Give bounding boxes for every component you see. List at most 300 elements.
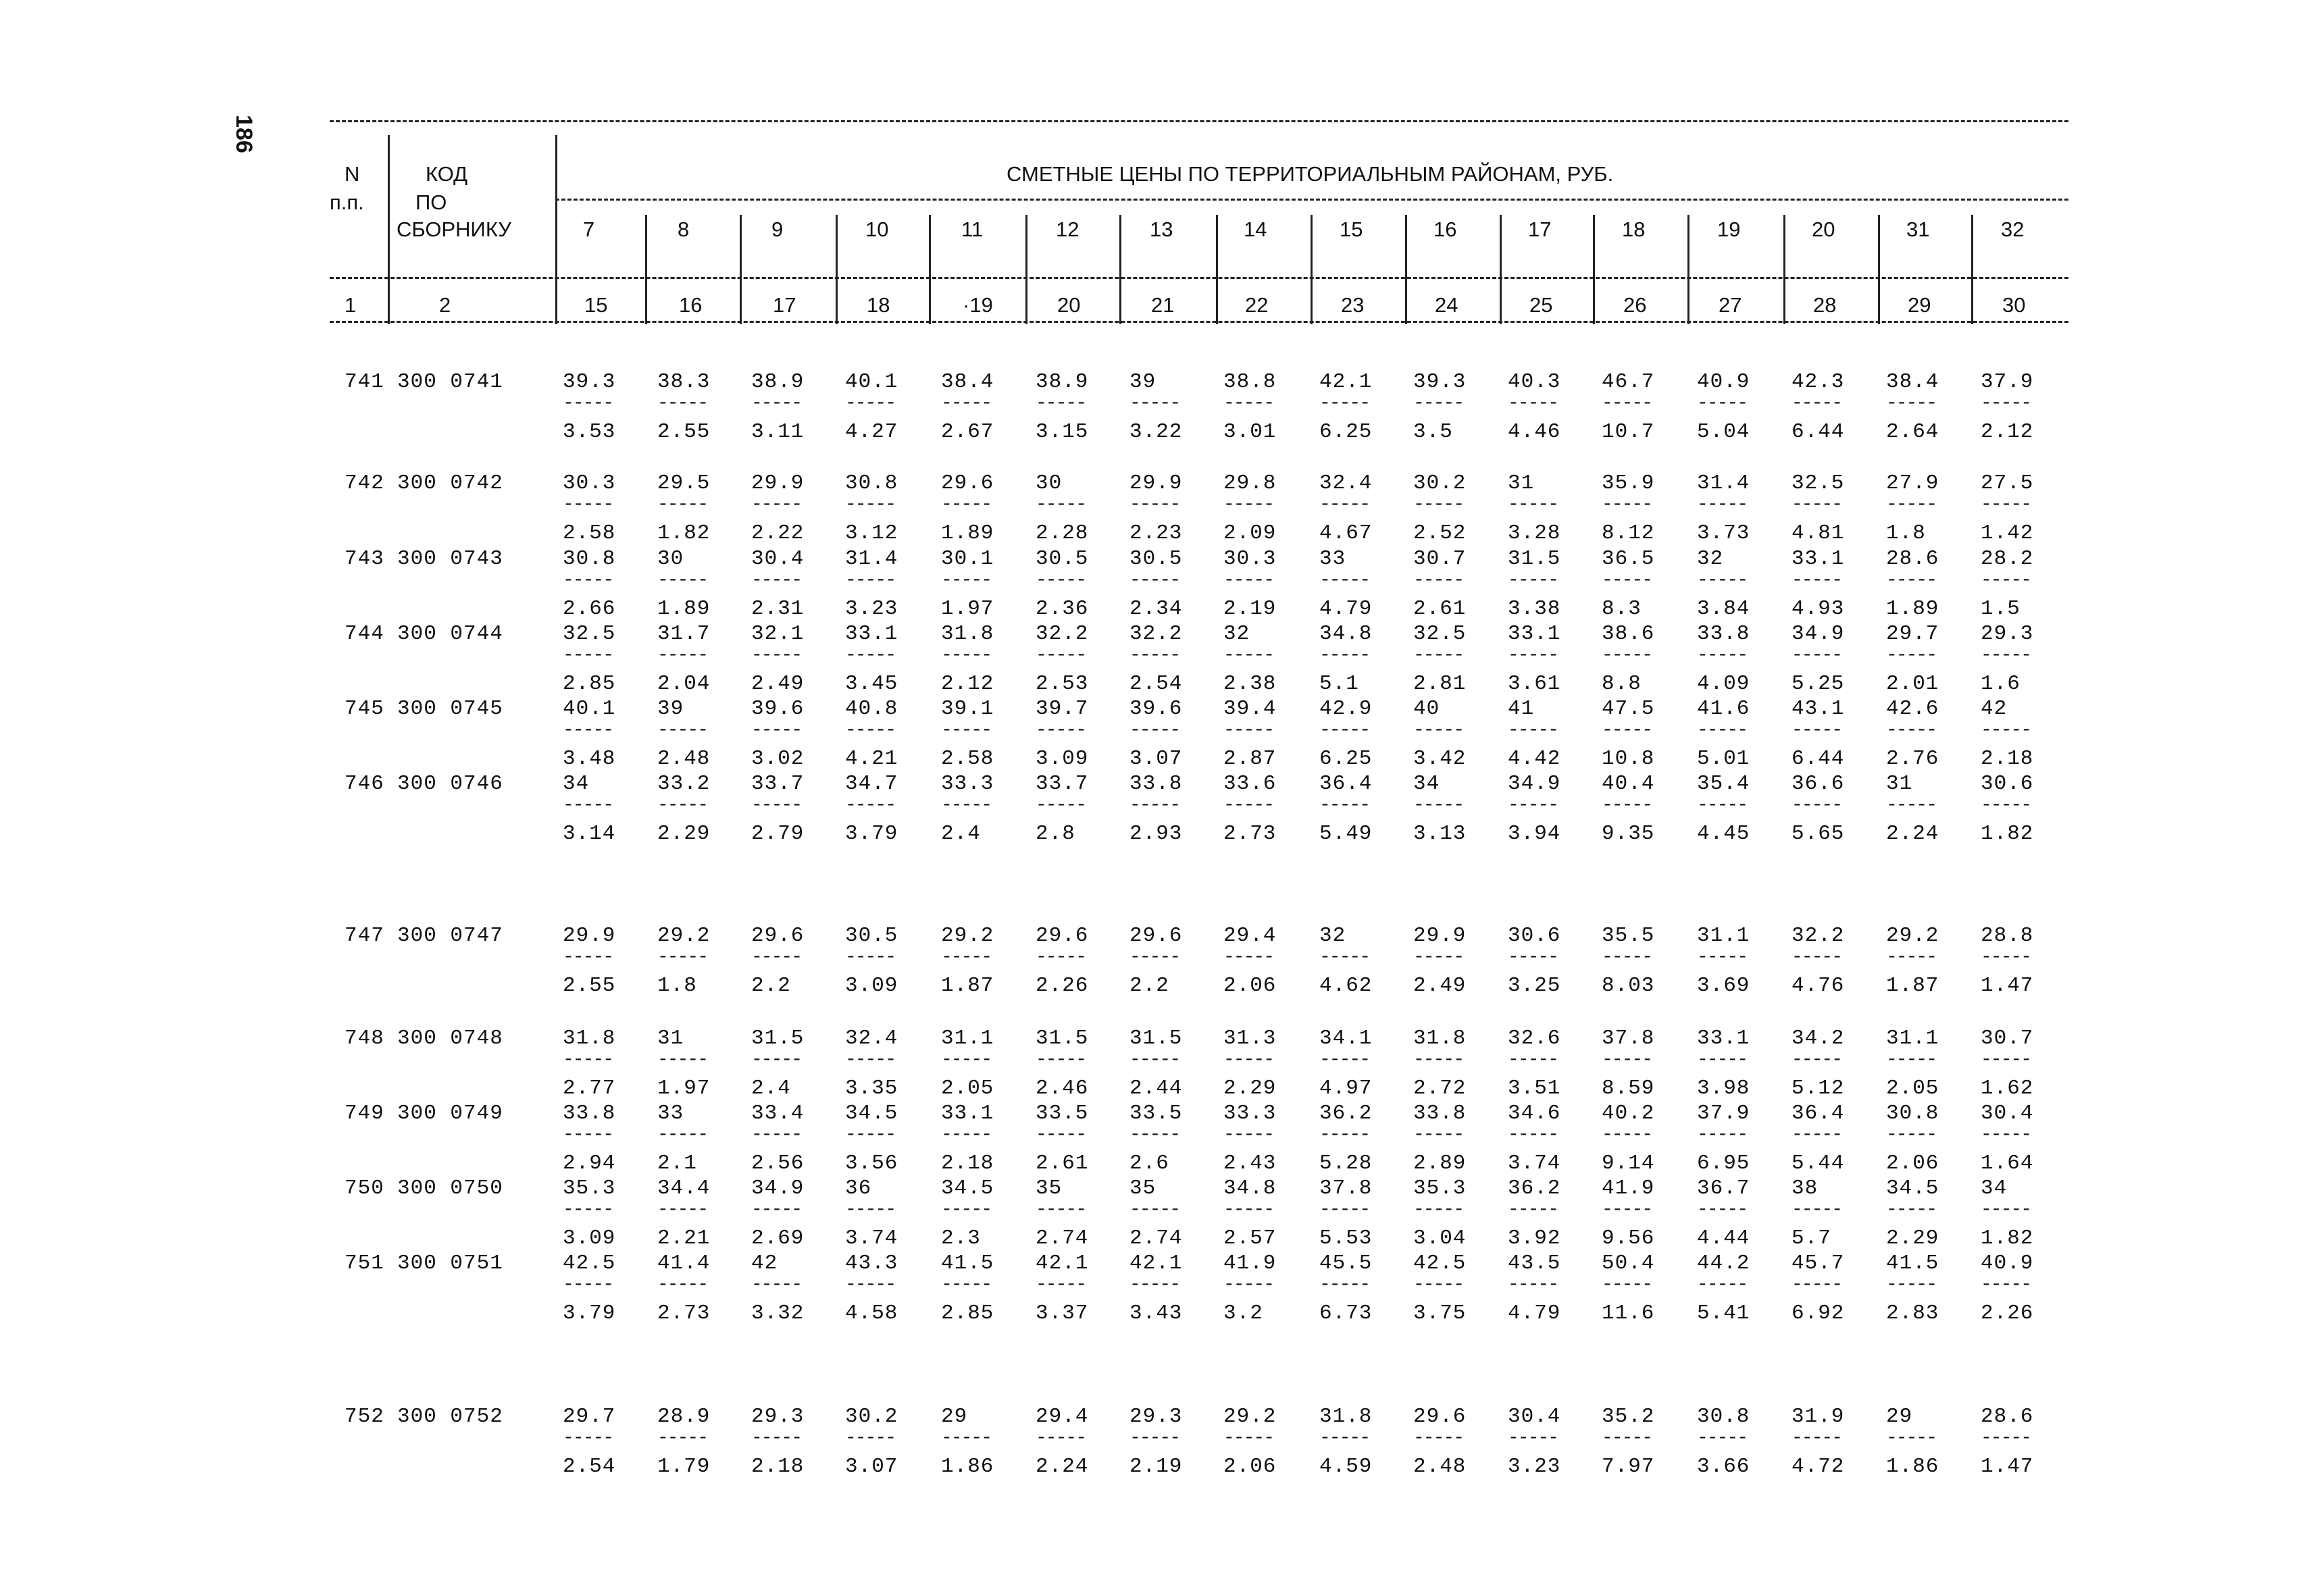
price-bottom: 3.75 [1413, 1302, 1467, 1325]
price-bottom: 2.05 [941, 1077, 994, 1100]
price-top: 30.2 [845, 1405, 898, 1428]
price-bottom: 2.6 [1129, 1152, 1169, 1175]
price-top: 28.9 [657, 1405, 711, 1428]
district-label: 31 [1906, 217, 1930, 241]
fraction-dash: ----- [1223, 795, 1274, 816]
price-top: 36.2 [1508, 1177, 1561, 1200]
price-top: 31.8 [941, 622, 994, 646]
fraction-dash: ----- [845, 645, 896, 666]
fraction-dash: ----- [845, 720, 896, 741]
price-bottom: 3.53 [563, 420, 616, 444]
column-number: 16 [679, 293, 703, 317]
price-bottom: 2.53 [1036, 672, 1089, 696]
fraction-dash: ----- [751, 393, 802, 414]
district-label: 16 [1433, 217, 1457, 241]
fraction-dash: ----- [1508, 720, 1558, 741]
price-bottom: 2.12 [941, 672, 994, 696]
fraction-dash: ----- [1791, 1125, 1842, 1145]
fraction-dash: ----- [1886, 393, 1937, 414]
fraction-dash: ----- [657, 645, 708, 666]
price-top: 38.4 [1886, 370, 1939, 394]
price-bottom: 2.43 [1223, 1152, 1277, 1175]
price-top: 40.8 [845, 697, 898, 721]
price-bottom: 6.73 [1319, 1302, 1373, 1325]
price-top: 38.4 [941, 370, 994, 394]
fraction-dash: ----- [657, 795, 708, 816]
price-top: 36.6 [1791, 772, 1845, 796]
fraction-dash: ----- [1413, 1200, 1464, 1220]
fraction-dash: ----- [1697, 570, 1748, 591]
price-bottom: 1.8 [1886, 521, 1926, 545]
price-bottom: 2.06 [1223, 974, 1277, 998]
price-bottom: 3.25 [1508, 974, 1561, 998]
price-top: 33.5 [1129, 1102, 1183, 1125]
fraction-dash: ----- [1129, 1125, 1180, 1145]
fraction-dash: ----- [563, 1428, 613, 1449]
column-number: 18 [867, 293, 890, 317]
price-top: 35.3 [563, 1177, 616, 1200]
fraction-dash: ----- [657, 947, 708, 968]
price-bottom: 3.56 [845, 1152, 898, 1175]
column-number: 1 [345, 293, 357, 317]
price-bottom: 8.12 [1602, 521, 1655, 545]
price-top: 33.1 [1791, 547, 1845, 571]
fraction-dash: ----- [1036, 1275, 1086, 1295]
district-label: 20 [1812, 217, 1835, 241]
price-top: 29.6 [751, 924, 805, 948]
price-top: 30.2 [1413, 471, 1467, 495]
price-top: 31.9 [1791, 1405, 1845, 1428]
row-code: 300 0752 [397, 1405, 503, 1428]
price-top: 36.7 [1697, 1177, 1750, 1200]
fraction-dash: ----- [1981, 570, 2031, 591]
price-bottom: 2.28 [1036, 521, 1089, 545]
price-top: 31.3 [1223, 1027, 1277, 1050]
row-code: 300 0743 [397, 547, 503, 571]
fraction-dash: ----- [1129, 645, 1180, 666]
price-bottom: 5.44 [1791, 1152, 1845, 1175]
price-bottom: 3.69 [1697, 974, 1750, 998]
fraction-dash: ----- [845, 1275, 896, 1295]
price-bottom: 2.93 [1129, 822, 1183, 846]
price-top: 33 [657, 1102, 684, 1125]
column-separator [1783, 215, 1785, 324]
price-bottom: 6.95 [1697, 1152, 1750, 1175]
price-top: 29.7 [563, 1405, 616, 1428]
district-label: 10 [865, 217, 889, 241]
price-top: 34.9 [751, 1177, 805, 1200]
price-bottom: 5.04 [1697, 420, 1750, 444]
price-top: 37.8 [1602, 1027, 1655, 1050]
district-label: 15 [1340, 217, 1363, 241]
price-top: 29.2 [657, 924, 711, 948]
price-top: 46.7 [1602, 370, 1655, 394]
fraction-dash: ----- [1413, 1125, 1464, 1145]
fraction-dash: ----- [1129, 570, 1180, 591]
price-top: 33.1 [1508, 622, 1561, 646]
price-bottom: 2.24 [1036, 1455, 1089, 1478]
price-top: 30.4 [1508, 1405, 1561, 1428]
price-bottom: 5.01 [1697, 747, 1750, 771]
price-top: 32.6 [1508, 1027, 1561, 1050]
price-bottom: 2.48 [1413, 1455, 1467, 1478]
fraction-dash: ----- [1886, 494, 1937, 515]
price-top: 42 [1981, 697, 2008, 721]
price-bottom: 2.73 [657, 1302, 711, 1325]
price-bottom: 6.25 [1319, 420, 1373, 444]
column-number: 15 [584, 293, 608, 317]
price-bottom: 3.07 [845, 1455, 898, 1478]
price-bottom: 2.58 [941, 747, 994, 771]
price-top: 38.8 [1223, 370, 1277, 394]
price-bottom: 1.5 [1981, 597, 2020, 621]
price-top: 33.6 [1223, 772, 1277, 796]
column-number: 23 [1341, 293, 1365, 317]
price-top: 42.1 [1036, 1252, 1089, 1275]
price-top: 31 [1886, 772, 1913, 796]
column-number: 21 [1151, 293, 1175, 317]
fraction-dash: ----- [1413, 947, 1464, 968]
price-top: 29.2 [1223, 1405, 1277, 1428]
price-bottom: 2.94 [563, 1152, 616, 1175]
row-code: 300 0741 [397, 370, 503, 394]
row-number: 742 [345, 471, 384, 495]
row-number: 743 [345, 547, 384, 571]
price-bottom: 3.66 [1697, 1455, 1750, 1478]
price-bottom: 2.64 [1886, 420, 1939, 444]
fraction-dash: ----- [657, 494, 708, 515]
fraction-dash: ----- [1036, 393, 1086, 414]
price-top: 29.2 [1886, 924, 1939, 948]
price-top: 40.9 [1981, 1252, 2034, 1275]
price-top: 38.3 [657, 370, 711, 394]
fraction-dash: ----- [1508, 1050, 1558, 1071]
price-bottom: 4.67 [1319, 521, 1373, 545]
price-top: 42.3 [1791, 370, 1845, 394]
price-top: 39.4 [1223, 697, 1277, 721]
column-separator [388, 135, 390, 324]
price-bottom: 3.23 [845, 597, 898, 621]
price-bottom: 2.34 [1129, 597, 1183, 621]
price-top: 47.5 [1602, 697, 1655, 721]
price-bottom: 4.62 [1319, 974, 1373, 998]
price-bottom: 2.56 [751, 1152, 805, 1175]
price-top: 29.9 [1129, 471, 1183, 495]
price-top: 29.9 [563, 924, 616, 948]
fraction-dash: ----- [1981, 1428, 2031, 1449]
fraction-dash: ----- [1602, 393, 1652, 414]
district-label: 17 [1528, 217, 1552, 241]
price-bottom: 1.8 [657, 974, 697, 998]
price-bottom: 2.52 [1413, 521, 1467, 545]
price-top: 42 [751, 1252, 778, 1275]
fraction-dash: ----- [751, 720, 802, 741]
price-top: 40 [1413, 697, 1440, 721]
district-label: 7 [583, 217, 595, 241]
price-top: 35.2 [1602, 1405, 1655, 1428]
fraction-dash: ----- [751, 1050, 802, 1071]
fraction-dash: ----- [1886, 795, 1937, 816]
fraction-dash: ----- [1602, 570, 1652, 591]
fraction-dash: ----- [1413, 720, 1464, 741]
fraction-dash: ----- [941, 570, 992, 591]
fraction-dash: ----- [1319, 1125, 1370, 1145]
fraction-dash: ----- [1319, 1050, 1370, 1071]
fraction-dash: ----- [845, 1200, 896, 1220]
fraction-dash: ----- [845, 494, 896, 515]
price-top: 32.2 [1791, 924, 1845, 948]
row-number: 745 [345, 697, 384, 721]
district-label: 8 [678, 217, 690, 241]
fraction-dash: ----- [1508, 494, 1558, 515]
price-bottom: 3.15 [1036, 420, 1089, 444]
fraction-dash: ----- [1697, 494, 1748, 515]
col-code-label-3: СБОРНИКУ [397, 217, 511, 241]
price-bottom: 5.25 [1791, 672, 1845, 696]
price-top: 37.9 [1981, 370, 2034, 394]
price-bottom: 4.81 [1791, 521, 1845, 545]
column-number: 26 [1623, 293, 1647, 317]
fraction-dash: ----- [1697, 1428, 1748, 1449]
price-top: 33.1 [845, 622, 898, 646]
price-bottom: 5.53 [1319, 1227, 1373, 1250]
price-top: 41.9 [1602, 1177, 1655, 1200]
price-bottom: 3.11 [751, 420, 805, 444]
fraction-dash: ----- [941, 1125, 992, 1145]
fraction-dash: ----- [751, 494, 802, 515]
price-bottom: 4.76 [1791, 974, 1845, 998]
fraction-dash: ----- [1981, 645, 2031, 666]
fraction-dash: ----- [563, 494, 613, 515]
price-bottom: 2.72 [1413, 1077, 1467, 1100]
fraction-dash: ----- [1319, 720, 1370, 741]
price-top: 45.5 [1319, 1252, 1373, 1275]
price-top: 36.4 [1791, 1102, 1845, 1125]
fraction-dash: ----- [1129, 1050, 1180, 1071]
price-bottom: 1.89 [941, 521, 994, 545]
fraction-dash: ----- [1602, 1050, 1652, 1071]
price-bottom: 4.46 [1508, 420, 1561, 444]
price-bottom: 1.6 [1981, 672, 2020, 696]
fraction-dash: ----- [657, 1050, 708, 1071]
price-top: 34 [563, 772, 590, 796]
fraction-dash: ----- [941, 494, 992, 515]
price-top: 32.4 [845, 1027, 898, 1050]
fraction-dash: ----- [751, 1125, 802, 1145]
price-top: 29.3 [1981, 622, 2034, 646]
price-bottom: 3.37 [1036, 1302, 1089, 1325]
price-bottom: 2.77 [563, 1077, 616, 1100]
price-bottom: 2.66 [563, 597, 616, 621]
column-separator [740, 215, 742, 324]
column-separator [836, 215, 838, 324]
fraction-dash: ----- [1129, 1428, 1180, 1449]
fraction-dash: ----- [1697, 1275, 1748, 1295]
price-top: 36.4 [1319, 772, 1373, 796]
price-top: 45.7 [1791, 1252, 1845, 1275]
price-top: 29.6 [1129, 924, 1183, 948]
price-top: 28.6 [1981, 1405, 2034, 1428]
fraction-dash: ----- [1508, 1275, 1558, 1295]
price-top: 31.1 [941, 1027, 994, 1050]
fraction-dash: ----- [1508, 570, 1558, 591]
price-bottom: 5.65 [1791, 822, 1845, 846]
district-label: 18 [1622, 217, 1646, 241]
price-bottom: 2.1 [657, 1152, 697, 1175]
price-top: 33.4 [751, 1102, 805, 1125]
fraction-dash: ----- [1036, 720, 1086, 741]
price-top: 35 [1036, 1177, 1063, 1200]
fraction-dash: ----- [751, 1428, 802, 1449]
price-bottom: 2.12 [1981, 420, 2034, 444]
price-bottom: 2.8 [1036, 822, 1075, 846]
price-top: 34.9 [1508, 772, 1561, 796]
fraction-dash: ----- [1886, 570, 1937, 591]
price-bottom: 3.92 [1508, 1227, 1561, 1250]
price-bottom: 8.03 [1602, 974, 1655, 998]
fraction-dash: ----- [563, 393, 613, 414]
price-top: 30.7 [1413, 547, 1467, 571]
price-top: 33.8 [1697, 622, 1750, 646]
price-bottom: 3.28 [1508, 521, 1561, 545]
price-bottom: 2.38 [1223, 672, 1277, 696]
price-bottom: 4.97 [1319, 1077, 1373, 1100]
fraction-dash: ----- [1981, 720, 2031, 741]
price-bottom: 5.28 [1319, 1152, 1373, 1175]
price-bottom: 2.18 [751, 1455, 805, 1478]
price-bottom: 2.69 [751, 1227, 805, 1250]
price-bottom: 2.58 [563, 521, 616, 545]
fraction-dash: ----- [1602, 720, 1652, 741]
row-number: 751 [345, 1252, 384, 1275]
price-bottom: 3.73 [1697, 521, 1750, 545]
fraction-dash: ----- [1223, 1428, 1274, 1449]
price-top: 30 [657, 547, 684, 571]
fraction-dash: ----- [563, 1050, 613, 1071]
fraction-dash: ----- [845, 1050, 896, 1071]
fraction-dash: ----- [1223, 720, 1274, 741]
fraction-dash: ----- [1697, 645, 1748, 666]
price-bottom: 2.26 [1981, 1302, 2034, 1325]
price-top: 34.8 [1319, 622, 1373, 646]
price-bottom: 3.74 [1508, 1152, 1561, 1175]
fraction-dash: ----- [751, 947, 802, 968]
fraction-dash: ----- [845, 570, 896, 591]
price-top: 42.6 [1886, 697, 1939, 721]
fraction-dash: ----- [1223, 1200, 1274, 1220]
fraction-dash: ----- [941, 1428, 992, 1449]
price-bottom: 4.79 [1319, 597, 1373, 621]
fraction-dash: ----- [1697, 720, 1748, 741]
price-bottom: 6.92 [1791, 1302, 1845, 1325]
price-bottom: 10.7 [1602, 420, 1655, 444]
price-bottom: 3.2 [1223, 1302, 1263, 1325]
price-bottom: 1.86 [941, 1455, 994, 1478]
price-top: 31.1 [1886, 1027, 1939, 1050]
price-top: 29.4 [1036, 1405, 1089, 1428]
district-label: 32 [2001, 217, 2025, 241]
price-bottom: 2.85 [941, 1302, 994, 1325]
fraction-dash: ----- [1223, 570, 1274, 591]
price-top: 33.7 [1036, 772, 1089, 796]
row-code: 300 0751 [397, 1252, 503, 1275]
price-bottom: 2.21 [657, 1227, 711, 1250]
price-top: 35 [1129, 1177, 1156, 1200]
price-top: 28.8 [1981, 924, 2034, 948]
price-top: 31.4 [845, 547, 898, 571]
price-top: 30.8 [845, 471, 898, 495]
price-top: 31.8 [563, 1027, 616, 1050]
price-bottom: 3.09 [1036, 747, 1089, 771]
column-separator [645, 215, 647, 324]
fraction-dash: ----- [941, 947, 992, 968]
fraction-dash: ----- [1886, 1275, 1937, 1295]
district-label: 9 [771, 217, 784, 241]
fraction-dash: ----- [1602, 645, 1652, 666]
col-code-label-1: КОД [426, 162, 468, 186]
price-top: 40.2 [1602, 1102, 1655, 1125]
price-top: 32 [1223, 622, 1250, 646]
fraction-dash: ----- [1602, 1125, 1652, 1145]
column-separator [1500, 215, 1502, 324]
price-bottom: 2.61 [1036, 1152, 1089, 1175]
price-top: 30.5 [845, 924, 898, 948]
price-top: 42.9 [1319, 697, 1373, 721]
column-number: 24 [1435, 293, 1458, 317]
fraction-dash: ----- [1223, 1275, 1274, 1295]
fraction-dash: ----- [563, 570, 613, 591]
price-top: 41.6 [1697, 697, 1750, 721]
price-top: 30.6 [1981, 772, 2034, 796]
fraction-dash: ----- [563, 1275, 613, 1295]
fraction-dash: ----- [845, 947, 896, 968]
price-bottom: 2.89 [1413, 1152, 1467, 1175]
price-top: 41 [1508, 697, 1535, 721]
price-top: 40.4 [1602, 772, 1655, 796]
price-top: 34 [1413, 772, 1440, 796]
fraction-dash: ----- [1791, 570, 1842, 591]
price-bottom: 3.79 [563, 1302, 616, 1325]
fraction-dash: ----- [1223, 393, 1274, 414]
row-code: 300 0747 [397, 924, 503, 948]
row-code: 300 0749 [397, 1102, 503, 1125]
row-number: 744 [345, 622, 384, 646]
price-top: 40.1 [563, 697, 616, 721]
price-bottom: 2.44 [1129, 1077, 1183, 1100]
price-top: 43.5 [1508, 1252, 1561, 1275]
price-bottom: 5.41 [1697, 1302, 1750, 1325]
price-bottom: 2.74 [1129, 1227, 1183, 1250]
fraction-dash: ----- [751, 645, 802, 666]
price-top: 27.5 [1981, 471, 2034, 495]
price-bottom: 1.82 [1981, 822, 2034, 846]
column-separator [1593, 215, 1595, 324]
fraction-dash: ----- [1886, 947, 1937, 968]
row-code: 300 0742 [397, 471, 503, 495]
fraction-dash: ----- [1508, 947, 1558, 968]
district-label: 14 [1244, 217, 1267, 241]
price-top: 32.4 [1319, 471, 1373, 495]
fraction-dash: ----- [1319, 1428, 1370, 1449]
fraction-dash: ----- [941, 720, 992, 741]
price-bottom: 5.1 [1319, 672, 1359, 696]
row-code: 300 0745 [397, 697, 503, 721]
fraction-dash: ----- [1886, 1200, 1937, 1220]
price-bottom: 2.06 [1223, 1455, 1277, 1478]
price-top: 38.9 [751, 370, 805, 394]
price-bottom: 1.97 [657, 1077, 711, 1100]
price-bottom: 2.18 [941, 1152, 994, 1175]
